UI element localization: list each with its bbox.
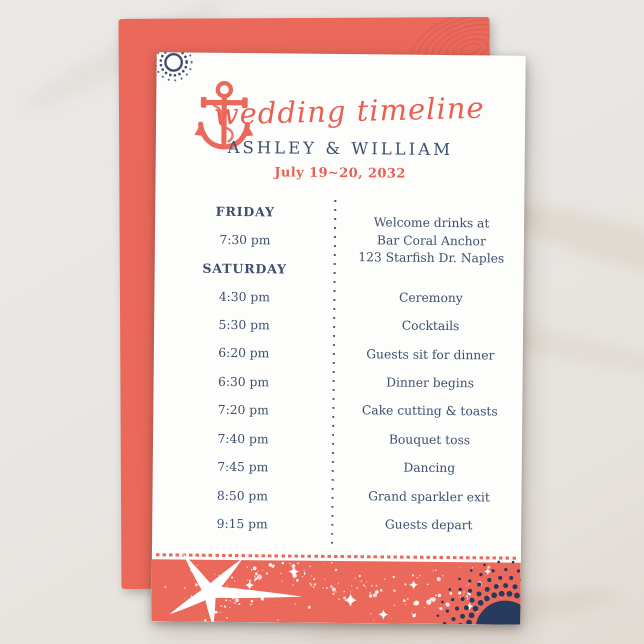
- schedule-row: [154, 282, 523, 314]
- schedule-row: [153, 424, 522, 456]
- time-label: 7:30 pm: [219, 232, 271, 247]
- event-label: Bouquet toss: [388, 432, 471, 448]
- schedule-row: [153, 367, 522, 399]
- dotted-circle-ornament: [153, 52, 199, 93]
- event-label: [335, 255, 524, 285]
- time-label: 4:30 pm: [218, 289, 270, 304]
- schedule: [152, 196, 524, 541]
- schedule-row: [153, 452, 522, 484]
- bottom-band-art: [151, 548, 521, 625]
- day-label: FRIDAY: [215, 203, 275, 220]
- event-label: Ceremony: [398, 290, 463, 305]
- schedule-row: [152, 509, 521, 541]
- time-label: 7:45 pm: [217, 459, 269, 475]
- event-label: Cake cutting & toasts: [361, 403, 498, 420]
- schedule-row: [155, 253, 524, 285]
- schedule-row: [154, 338, 523, 370]
- time-label: 6:20 pm: [218, 346, 270, 361]
- event-label: Dinner begins: [386, 375, 475, 391]
- schedule-row: [155, 215, 524, 267]
- event-label: Guests sit for dinner: [366, 346, 495, 363]
- time-label: 6:30 pm: [217, 374, 270, 390]
- event-date: July 19~20, 2032: [274, 165, 406, 182]
- page-title: wedding timeline: [213, 90, 485, 132]
- event-label: Guests depart: [384, 517, 473, 533]
- time-label: 7:40 pm: [217, 431, 269, 447]
- event-label: Welcome drinks at Bar Coral Anchor 123 Starfish Dr. Naples: [358, 215, 505, 267]
- event-label: Cocktails: [401, 318, 460, 334]
- couple-names: ASHLEY & WILLIAM: [227, 137, 454, 160]
- time-label: 9:15 pm: [216, 516, 268, 532]
- time-label: 5:30 pm: [218, 317, 270, 333]
- wedding-program-card: [151, 52, 525, 625]
- time-label: 7:20 pm: [217, 403, 269, 418]
- day-label: SATURDAY: [202, 260, 287, 277]
- schedule-row: [152, 481, 521, 513]
- schedule-rows: [152, 196, 524, 541]
- event-label: Dancing: [403, 460, 456, 476]
- schedule-row: [154, 310, 523, 342]
- event-label: Grand sparkler exit: [368, 489, 490, 505]
- schedule-row: [153, 395, 522, 427]
- time-label: 8:50 pm: [216, 488, 269, 503]
